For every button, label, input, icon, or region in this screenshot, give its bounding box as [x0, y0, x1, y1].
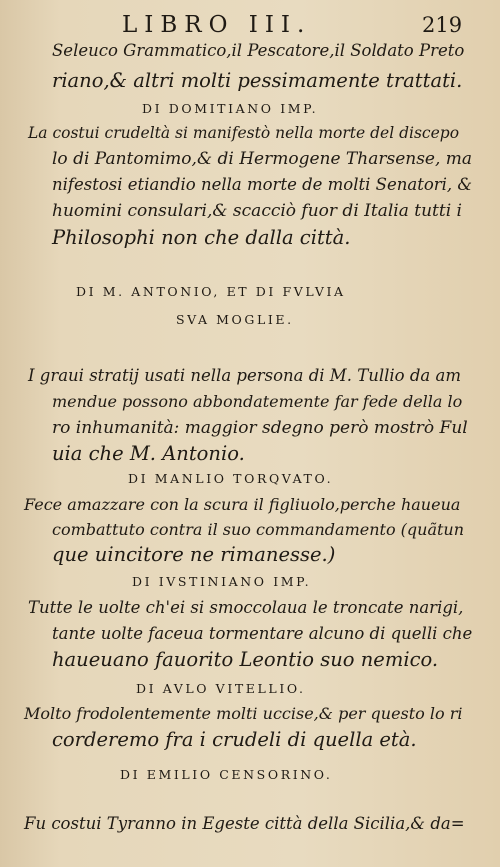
- text-line: riano,& altri molti pessimamente trattati.: [52, 69, 463, 92]
- running-head: [0, 12, 500, 42]
- running-title: LIBRO III.: [122, 12, 312, 38]
- text-line: corderemo fra i crudeli di quella età.: [52, 728, 417, 751]
- text-line: ro inhumanità: maggior sdegno però mostrò Ful: [52, 418, 468, 438]
- section-heading: DI IVSTINIANO IMP.: [132, 574, 312, 589]
- text-line: tante uolte faceua tormentare alcuno di quelli che: [52, 624, 473, 643]
- text-line: I graui stratij usati nella persona di M. Tullio da am: [28, 366, 461, 385]
- text-line: Seleuco Grammatico,il Pescatore,il Soldato Preto: [52, 41, 465, 60]
- text-line: uia che M. Antonio.: [52, 442, 245, 465]
- text-line: Molto frodolentemente molti uccise,& per questo lo ri: [24, 704, 463, 723]
- section-heading: SVA MOGLIE.: [176, 312, 294, 327]
- text-line: lo di Pantomimo,& di Hermogene Tharsense, ma: [52, 149, 473, 169]
- section-heading: DI M. ANTONIO, ET DI FVLVIA: [76, 284, 346, 299]
- text-line: Philosophi non che dalla città.: [52, 226, 351, 249]
- text-line: haueuano fauorito Leontio suo nemico.: [52, 648, 439, 671]
- text-line: mendue possono abbondatemente far fede della lo: [52, 392, 463, 411]
- section-heading: DI EMILIO CENSORINO.: [120, 767, 333, 782]
- text-line: combattuto contra il suo commandamento (quãtun: [52, 520, 465, 539]
- text-line: La costui crudeltà si manifestò nella morte del discepo: [28, 124, 460, 142]
- text-line: nifestosi etiandio nella morte de molti Senatori, &: [52, 175, 473, 194]
- text-line: Tutte le uolte ch'ei si smoccolaua le troncate narigi,: [28, 598, 464, 617]
- text-line: Fece amazzare con la scura il figliuolo,perche haueua: [24, 495, 461, 514]
- text-line: huomini consulari,& scacciò fuor di Italia tutti i: [52, 201, 462, 221]
- section-heading: DI MANLIO TORQVATO.: [128, 471, 334, 486]
- page-number: 219: [422, 13, 463, 37]
- text-line: Fu costui Tyranno in Egeste città della Sicilia,& da=: [24, 814, 465, 833]
- text-line: que uincitore ne rimanesse.): [52, 543, 336, 566]
- section-heading: DI AVLO VITELLIO.: [136, 681, 306, 696]
- section-heading: DI DOMITIANO IMP.: [142, 101, 319, 116]
